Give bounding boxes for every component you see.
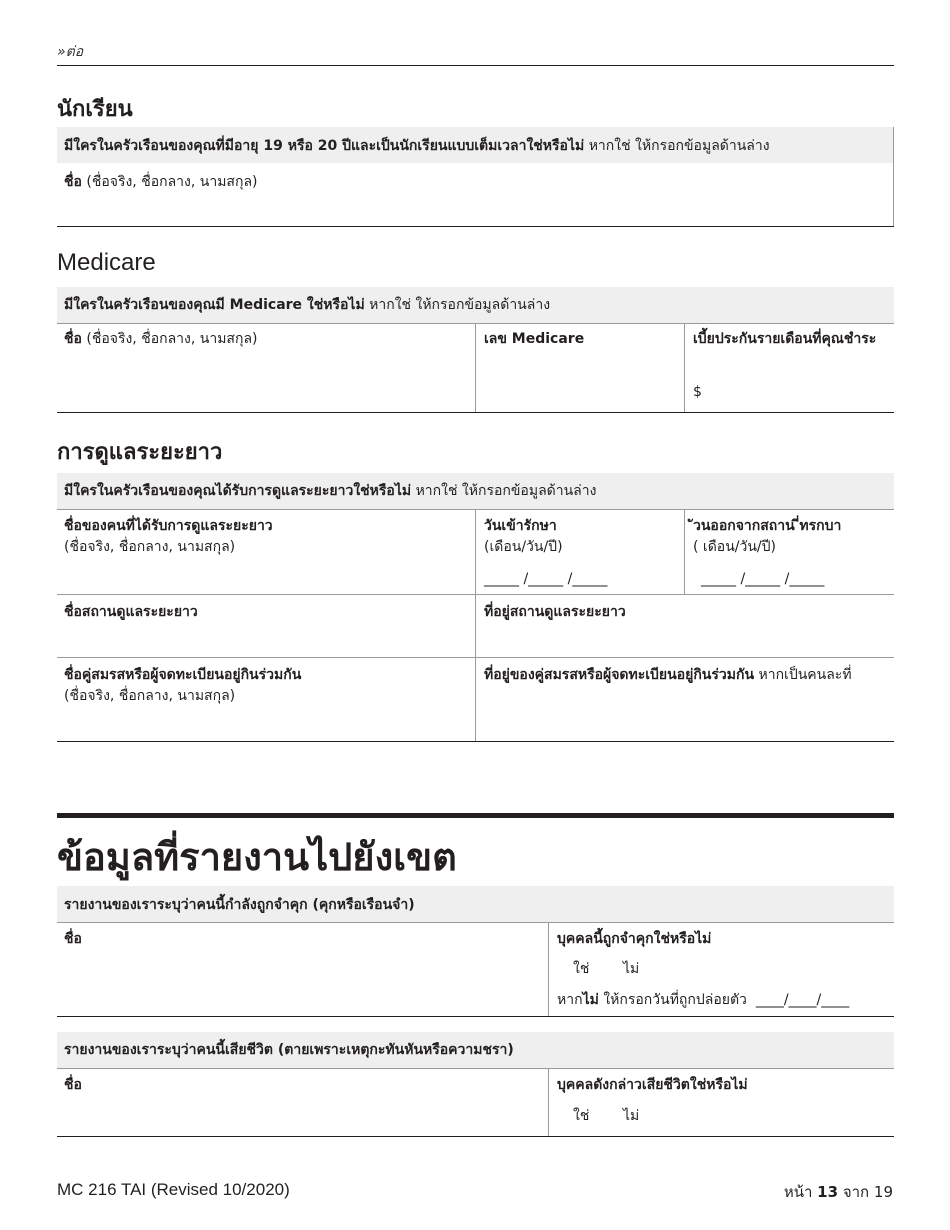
longterm-admit-blanks[interactable]: _____ /_____ /_____ [484, 571, 608, 587]
longterm-facility-name-label: ชื่อสถานดูแลระยะยาว [64, 604, 198, 620]
longterm-spouse-hint: (ชื่อจริง, ชื่อกลาง, นามสกุล) [64, 688, 236, 704]
longterm-discharge-label: ัวนออกจากสถาน ี่ทรกบา [693, 518, 842, 534]
longterm-spouse-address-label: ที่อยู่ของคู่สมรสหรือผู้จดทะเบียนอยู่กินร่วมกัน [484, 667, 755, 683]
student-right-border [893, 127, 894, 226]
longterm-admit-label: วันเข้ารักษา [484, 518, 557, 534]
longterm-admit-hint: (เดือน/วัน/ปี) [484, 539, 563, 555]
student-name-hint: (ชื่อจริง, ชื่อกลาง, นามสกุล) [86, 174, 258, 190]
student-instruction: หากใช่ ให้กรอกข้อมูลด้านล่าง [588, 138, 770, 154]
medicare-name-hint: (ชื่อจริง, ชื่อกลาง, นามสกุล) [86, 331, 258, 347]
jail-yes-option[interactable]: ใช่ [573, 961, 590, 977]
jail-release-prefix: หาก [557, 992, 583, 1008]
student-question [64, 137, 770, 155]
longterm-recipient-label: ชื่อของคนที่ได้รับการดูแลระยะยาว [64, 518, 273, 534]
medicare-col-divider-1 [475, 323, 476, 412]
longterm-discharge-field[interactable] [693, 516, 873, 558]
longterm-row2-top [57, 594, 894, 595]
student-name-field[interactable] [64, 172, 258, 193]
jail-release-blanks[interactable]: ____/____/____ [755, 992, 850, 1008]
page-current: 13 [817, 1183, 839, 1201]
county-top-rule [57, 813, 894, 818]
page-prefix: หน้า [783, 1183, 813, 1201]
longterm-question [64, 482, 596, 500]
longterm-row3-top [57, 657, 894, 658]
longterm-facility-name-field[interactable] [64, 602, 198, 623]
jail-release-no: ไม่ [582, 992, 599, 1008]
longterm-section-title: การดูแลระยะยาว [57, 440, 223, 465]
jail-name-label: ชื่อ [64, 931, 82, 947]
jail-header [64, 896, 415, 914]
medicare-premium-currency: $ [693, 384, 702, 400]
medicare-question [64, 296, 550, 314]
page-total: 19 [873, 1183, 893, 1201]
jail-bottom-rule [57, 1016, 894, 1017]
longterm-discharge-blanks[interactable]: _____ /_____ /_____ [701, 571, 825, 587]
jail-row-top [57, 922, 894, 923]
jail-release-text: ให้กรอกวันที่ถูกปล่อยตัว [603, 992, 747, 1008]
longterm-spouse-address-hint: หากเป็นคนละที่ [758, 667, 852, 683]
longterm-recipient-hint: (ชื่อจริง, ชื่อกลาง, นามสกุล) [64, 539, 236, 555]
student-name-label: ชื่อ [64, 174, 82, 190]
jail-question [557, 929, 711, 950]
longterm-instruction: หากใช่ ให้กรอกข้อมูลด้านล่าง [415, 483, 597, 499]
medicare-section-title: Medicare [57, 249, 156, 276]
header-divider [57, 65, 894, 66]
longterm-question-text: มีใครในครัวเรือนของคุณได้รับการดูแลระยะยาวใช่หรือไม่ [64, 483, 412, 499]
longterm-col-divider-main [475, 509, 476, 741]
deceased-no-option[interactable]: ไม่ [623, 1108, 640, 1124]
continued-label: »ต่อ [57, 44, 84, 60]
jail-name-field[interactable] [64, 929, 82, 950]
medicare-question-text: มีใครในครัวเรือนของคุณมี Medicare ใช่หรือไม่ [64, 297, 365, 313]
deceased-question-text: บุคคลดังกล่าวเสียชีวิตใช่หรือไม่ [557, 1077, 748, 1093]
longterm-bottom-rule [57, 741, 894, 742]
longterm-recipient-field[interactable] [64, 516, 273, 558]
deceased-col-divider [548, 1068, 549, 1136]
longterm-admit-field[interactable] [484, 516, 563, 558]
student-bottom-rule [57, 226, 894, 227]
longterm-col-divider-dates [684, 509, 685, 594]
longterm-spouse-address-field[interactable] [484, 665, 884, 686]
longterm-discharge-hint: ( เดือน/วัน/ปี) [693, 539, 776, 555]
medicare-number-field[interactable] [484, 329, 584, 350]
medicare-col-divider-2 [684, 323, 685, 412]
medicare-name-label: ชื่อ [64, 331, 82, 347]
form-id: MC 216 TAI (Revised 10/2020) [57, 1180, 290, 1199]
medicare-instruction: หากใช่ ให้กรอกข้อมูลด้านล่าง [369, 297, 551, 313]
student-section-title: นักเรียน [57, 97, 133, 122]
deceased-header [64, 1041, 514, 1059]
medicare-number-label: เลข Medicare [484, 331, 585, 347]
jail-release-line [557, 990, 849, 1011]
student-question-text: มีใครในครัวเรือนของคุณที่มีอายุ 19 หรือ 20 ปีและเป็นนักเรียนแบบเต็มเวลาใช่หรือไม่ [64, 138, 585, 154]
longterm-facility-address-field[interactable] [484, 602, 626, 623]
deceased-question [557, 1075, 748, 1096]
medicare-premium-label: เบี้ยประกันรายเดือนที่คุณชำระ [693, 331, 877, 347]
longterm-spouse-label: ชื่อคู่สมรสหรือผู้จดทะเบียนอยู่กินร่วมกัน [64, 667, 302, 683]
deceased-name-label: ชื่อ [64, 1077, 82, 1093]
jail-col-divider [548, 922, 549, 1016]
medicare-name-field[interactable] [64, 329, 258, 350]
deceased-bottom-rule [57, 1136, 894, 1137]
longterm-spouse-field[interactable] [64, 665, 301, 707]
page-number [784, 1180, 893, 1204]
jail-no-option[interactable]: ไม่ [623, 961, 640, 977]
longterm-facility-address-label: ที่อยู่สถานดูแลระยะยาว [484, 604, 626, 620]
medicare-premium-field[interactable] [693, 329, 888, 350]
deceased-row-top [57, 1068, 894, 1069]
deceased-yes-option[interactable]: ใช่ [573, 1108, 590, 1124]
jail-header-text: รายงานของเราระบุว่าคนนี้กำลังถูกจำคุก (คุกหรือเรือนจำ) [64, 897, 415, 913]
page-sep: จาก [842, 1183, 870, 1201]
deceased-name-field[interactable] [64, 1075, 82, 1096]
county-section-title: ข้อมูลที่รายงานไปยังเขต [57, 834, 457, 879]
medicare-bottom-rule [57, 412, 894, 413]
deceased-header-text: รายงานของเราระบุว่าคนนี้เสียชีวิต (ตายเพราะเหตุกะทันหันหรือความชรา) [64, 1042, 514, 1058]
jail-question-text: บุคคลนี้ถูกจำคุกใช่หรือไม่ [557, 931, 712, 947]
